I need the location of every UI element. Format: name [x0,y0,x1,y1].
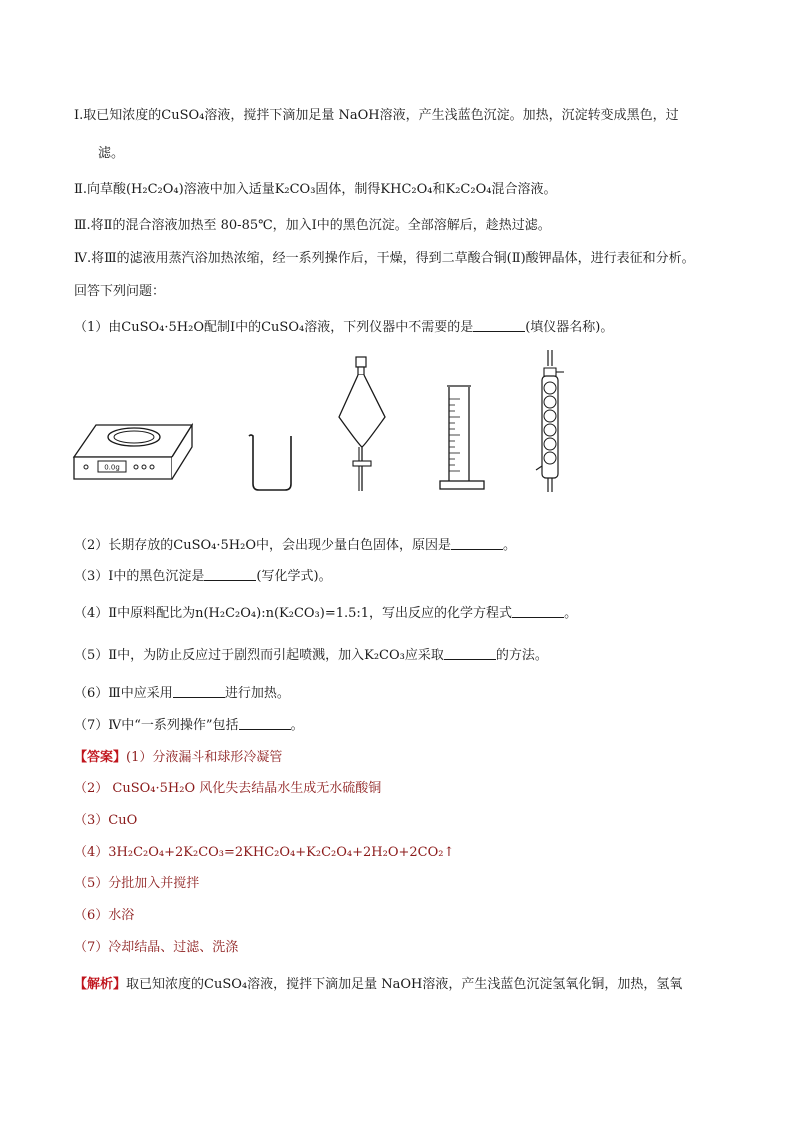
step-2: Ⅱ.向草酸(H₂C₂O₄)溶液中加入适量K₂CO₃固体，制得KHC₂O₄和K₂C₂O₄混合溶液。 [74,182,557,197]
question-prompt: 回答下列问题： [74,284,166,299]
answer-2: （2） CuSO₄·5H₂O 风化失去结晶水生成无水硫酸铜 [74,781,382,796]
answer-blank [239,717,291,730]
bulb-condenser-figure [530,348,570,494]
analysis [74,975,682,995]
question-3-tail: (写化学式)。 [256,569,332,584]
question-7 [74,716,304,736]
question-1-tail: (填仪器名称)。 [525,320,614,335]
answer-blank [451,537,503,550]
step-1-cont: 滤。 [98,146,125,161]
analysis-tag: 【解析】 [74,977,127,992]
question-2-text: （2）长期存放的CuSO₄·5H₂O中，会出现少量白色固体，原因是 [74,538,451,553]
graduated-cylinder-figure [438,383,486,493]
step-4: Ⅳ.将Ⅲ的滤液用蒸汽浴加热浓缩，经一系列操作后，干燥，得到二草酸合铜(Ⅱ)酸钾晶体，进行表征和分析。 [74,251,695,266]
answer-blank [204,568,256,581]
question-3-text: （3）Ⅰ中的黑色沉淀是 [74,569,205,584]
question-4-text: （4）Ⅱ中原料配比为n(H₂C₂O₄):n(K₂CO₃)=1.5:1，写出反应的化学方程式 [74,606,513,621]
separatory-funnel-figure [335,355,389,495]
answer-blank [473,319,525,332]
beaker-figure [247,432,295,492]
answer-6: （6）水浴 [74,908,135,923]
question-5 [74,646,548,666]
question-6 [74,684,290,704]
question-2 [74,536,516,556]
question-3 [74,567,332,587]
question-2-tail: 。 [502,538,516,553]
analysis-text: 取已知浓度的CuSO₄溶液，搅拌下滴加足量 NaOH溶液，产生浅蓝色沉淀氢氧化铜，加热，氢氧 [126,977,683,992]
answer-blank [512,605,564,618]
question-7-text: （7）Ⅳ中“一系列操作”包括 [74,718,239,733]
answer-7: （7）冷却结晶、过滤、洗涤 [74,940,239,955]
answer-1 [74,748,282,768]
question-4 [74,604,577,624]
electronic-balance-figure [72,405,194,487]
step-1: Ⅰ.取已知浓度的CuSO₄溶液，搅拌下滴加足量 NaOH溶液，产生浅蓝色沉淀。加热，沉淀转变成黑色，过 [74,108,679,123]
answer-3: （3）CuO [74,813,138,828]
answer-blank [444,647,496,660]
question-5-text: （5）Ⅱ中，为防止反应过于剧烈而引起喷溅，加入K₂CO₃应采取 [74,648,444,663]
answer-5: （5）分批加入并搅拌 [74,876,200,891]
question-6-text: （6）Ⅲ中应采用 [74,686,173,701]
step-3: Ⅲ.将Ⅱ的混合溶液加热至 80-85℃，加入Ⅰ中的黑色沉淀。全部溶解后，趁热过滤。 [74,218,551,233]
question-1 [74,318,613,338]
answer-blank [173,685,225,698]
question-7-tail: 。 [290,718,304,733]
answer-tag: 【答案】 [74,750,127,765]
answer-1-text: (1）分液漏斗和球形冷凝管 [126,750,283,765]
question-1-text: （1）由CuSO₄·5H₂O配制Ⅰ中的CuSO₄溶液，下列仪器中不需要的是 [74,320,474,335]
question-4-tail: 。 [564,606,578,621]
answer-4: （4）3H₂C₂O₄+2K₂CO₃=2KHC₂O₄+K₂C₂O₄+2H₂O+2CO₂↑ [74,845,455,860]
question-6-tail: 进行加热。 [224,686,290,701]
balance-display-text: 0.0g [104,463,120,472]
question-5-tail: 的方法。 [495,648,548,663]
